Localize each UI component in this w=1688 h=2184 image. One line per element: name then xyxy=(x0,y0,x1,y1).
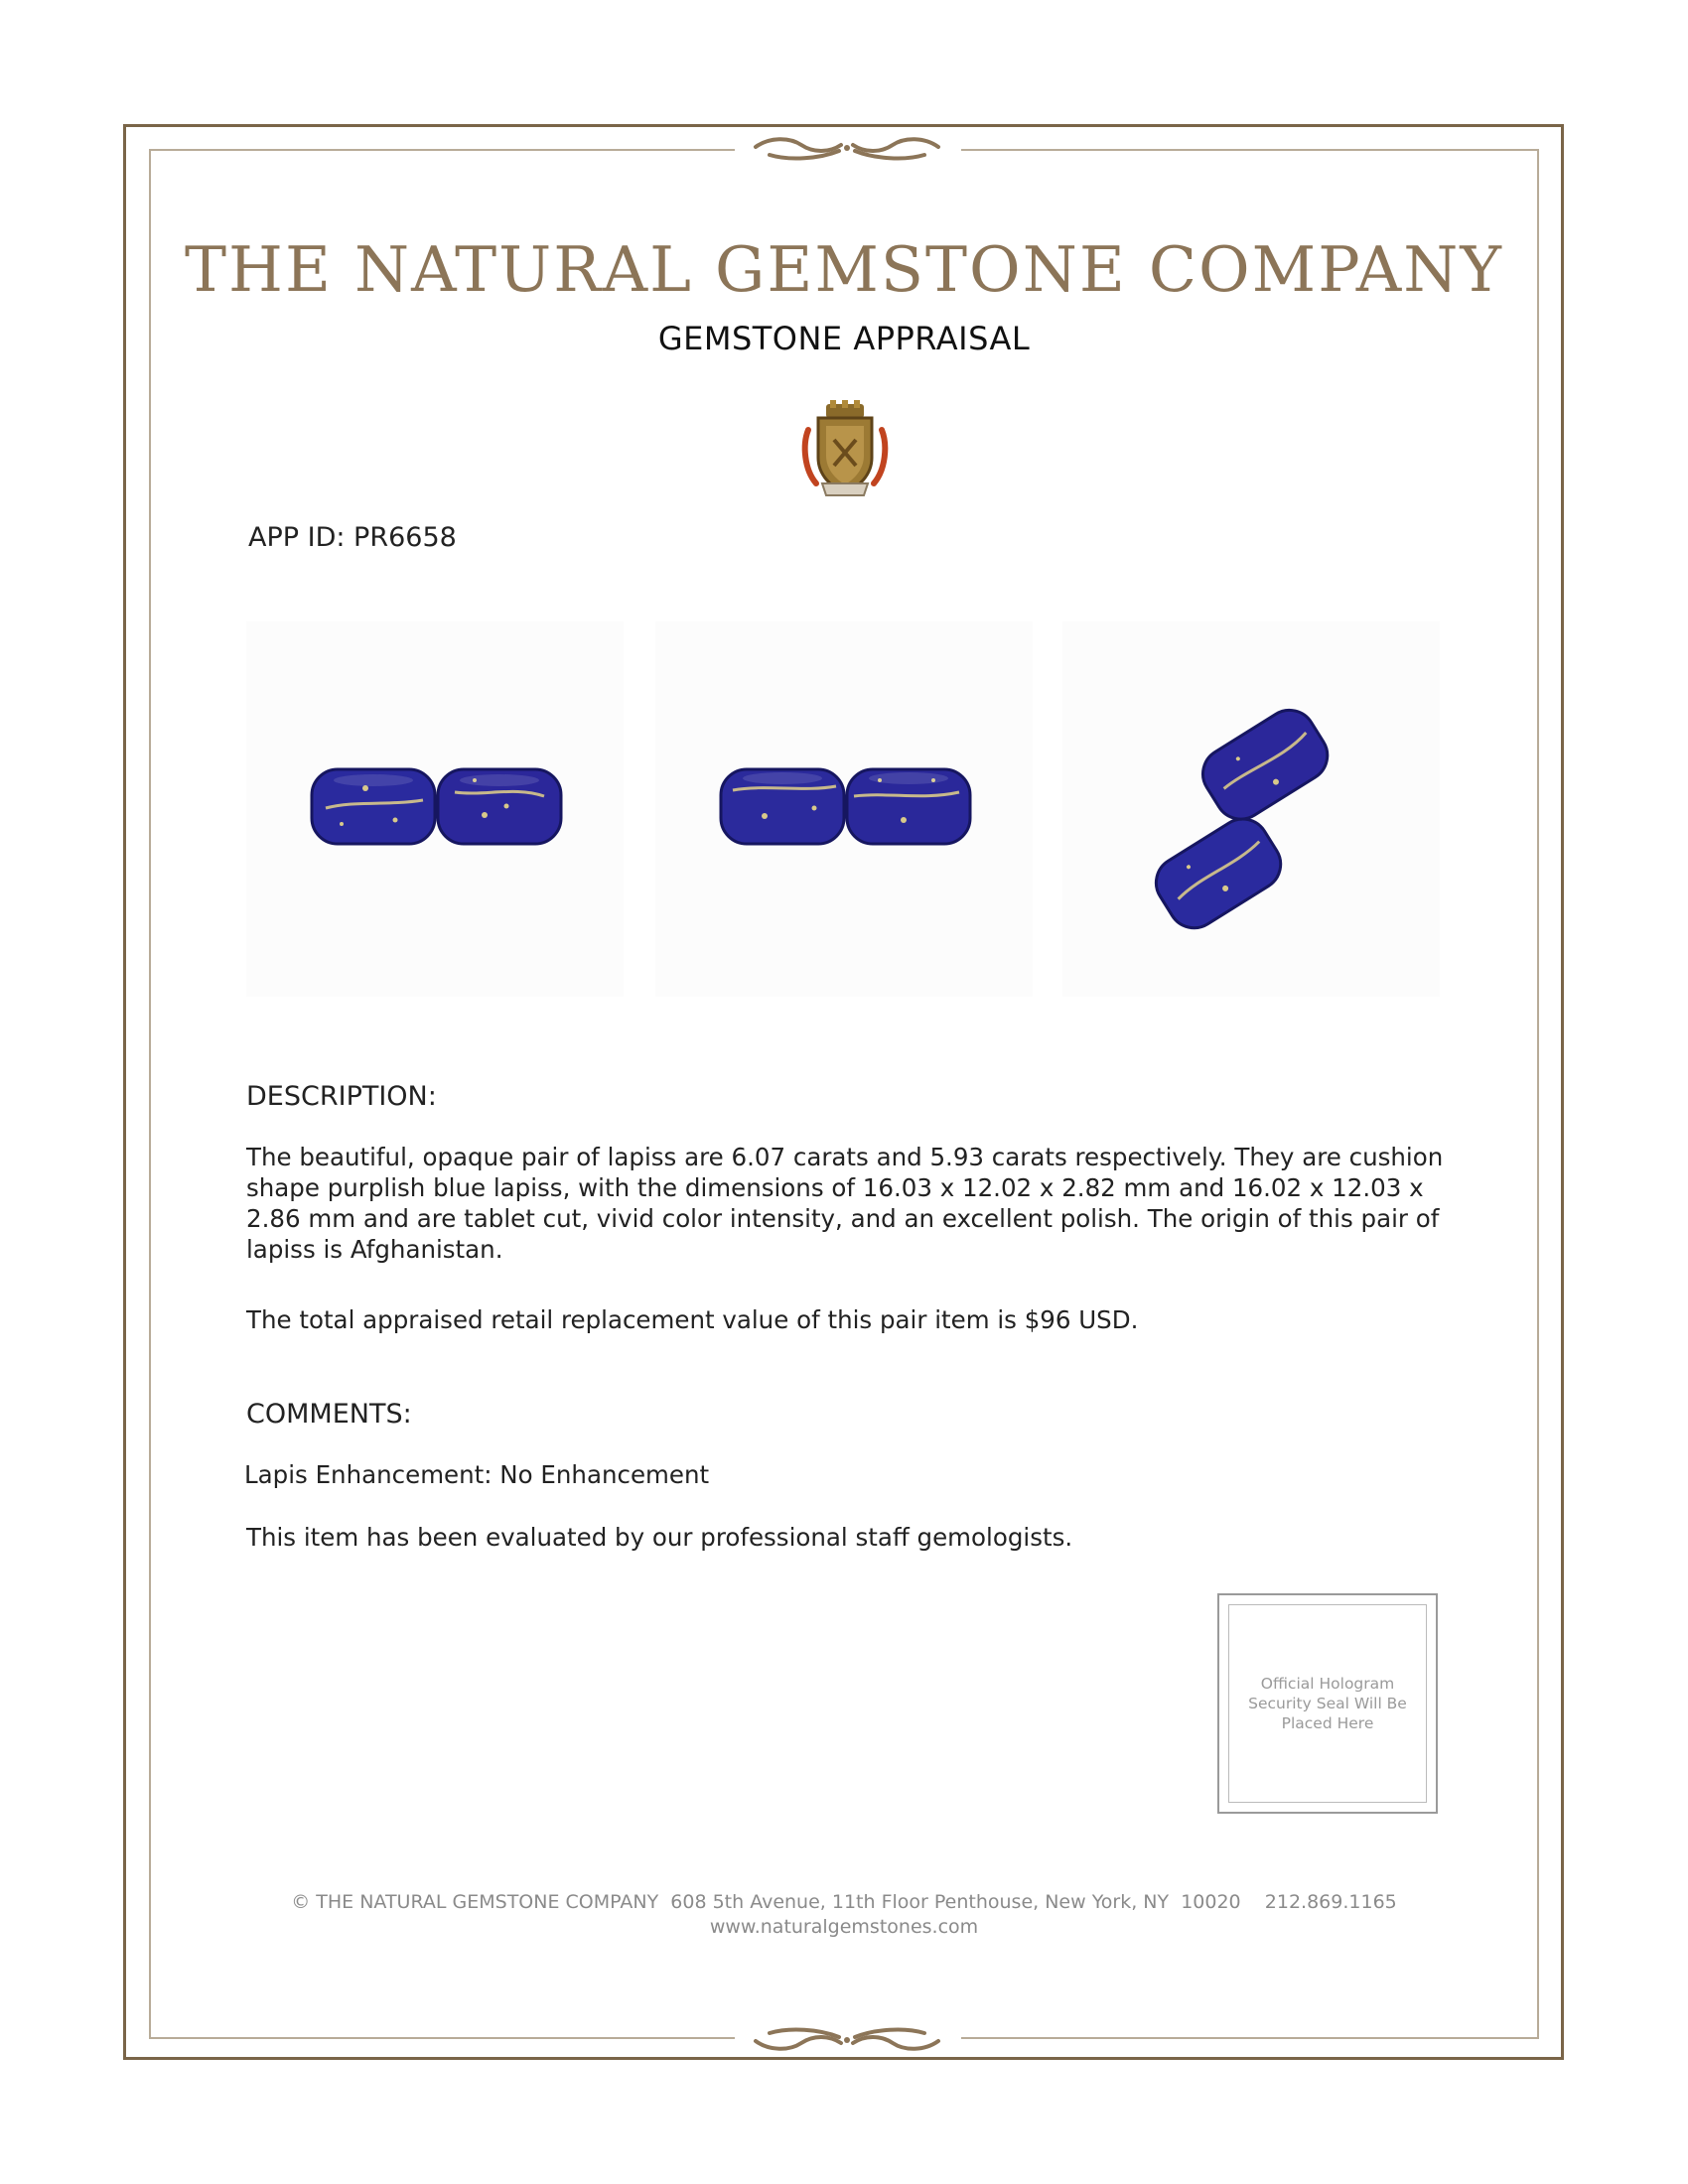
app-id: APP ID: PR6658 xyxy=(248,522,457,553)
comments-heading: COMMENTS: xyxy=(246,1399,412,1430)
inner-frame-right xyxy=(1537,149,1539,2039)
inner-frame-bottom-right xyxy=(961,2037,1539,2039)
evaluation-note: This item has been evaluated by our professional staff gemologists. xyxy=(246,1523,1073,1552)
footer-website[interactable]: www.naturalgemstones.com xyxy=(709,1916,979,1938)
inner-frame-left xyxy=(149,149,151,2039)
description-heading: DESCRIPTION: xyxy=(246,1081,437,1112)
company-crest-logo xyxy=(800,400,890,499)
inner-frame-top-left xyxy=(149,149,735,151)
company-title: THE NATURAL GEMSTONE COMPANY xyxy=(184,233,1504,306)
bottom-flourish-ornament xyxy=(750,2021,944,2055)
hologram-seal-text: Official Hologram Security Seal Will Be Placed Here xyxy=(1228,1604,1427,1803)
gem-photo-front xyxy=(246,621,624,997)
gem-photo-diagonal xyxy=(1062,621,1440,997)
footer-address: © THE NATURAL GEMSTONE COMPANY 608 5th Avenue, 11th Floor Penthouse, New York, NY 10020 212.869.1165 xyxy=(291,1891,1397,1913)
enhancement-note: Lapis Enhancement: No Enhancement xyxy=(244,1460,710,1489)
inner-frame-bottom-left xyxy=(149,2037,735,2039)
description-body: The beautiful, opaque pair of lapiss are 6.07 carats and 5.93 carats respectively. They are cushion shape purplish blue lapiss, with the dimensions of 16.03 x 12.02 x 2.82 mm and 16.02 x 12.03 x 2.86 mm and are tablet cut, vivid color intensity, and an excellent polish. The origin of this pair of lapiss is Afghanistan. xyxy=(246,1143,1444,1264)
hologram-seal-placeholder xyxy=(1217,1593,1438,1814)
document-subtitle: GEMSTONE APPRAISAL xyxy=(657,320,1031,357)
gem-photo-angle xyxy=(655,621,1033,997)
appraised-value-statement: The total appraised retail replacement value of this pair item is $96 USD. xyxy=(246,1305,1139,1334)
inner-frame-top-right xyxy=(961,149,1539,151)
top-flourish-ornament xyxy=(750,133,944,167)
